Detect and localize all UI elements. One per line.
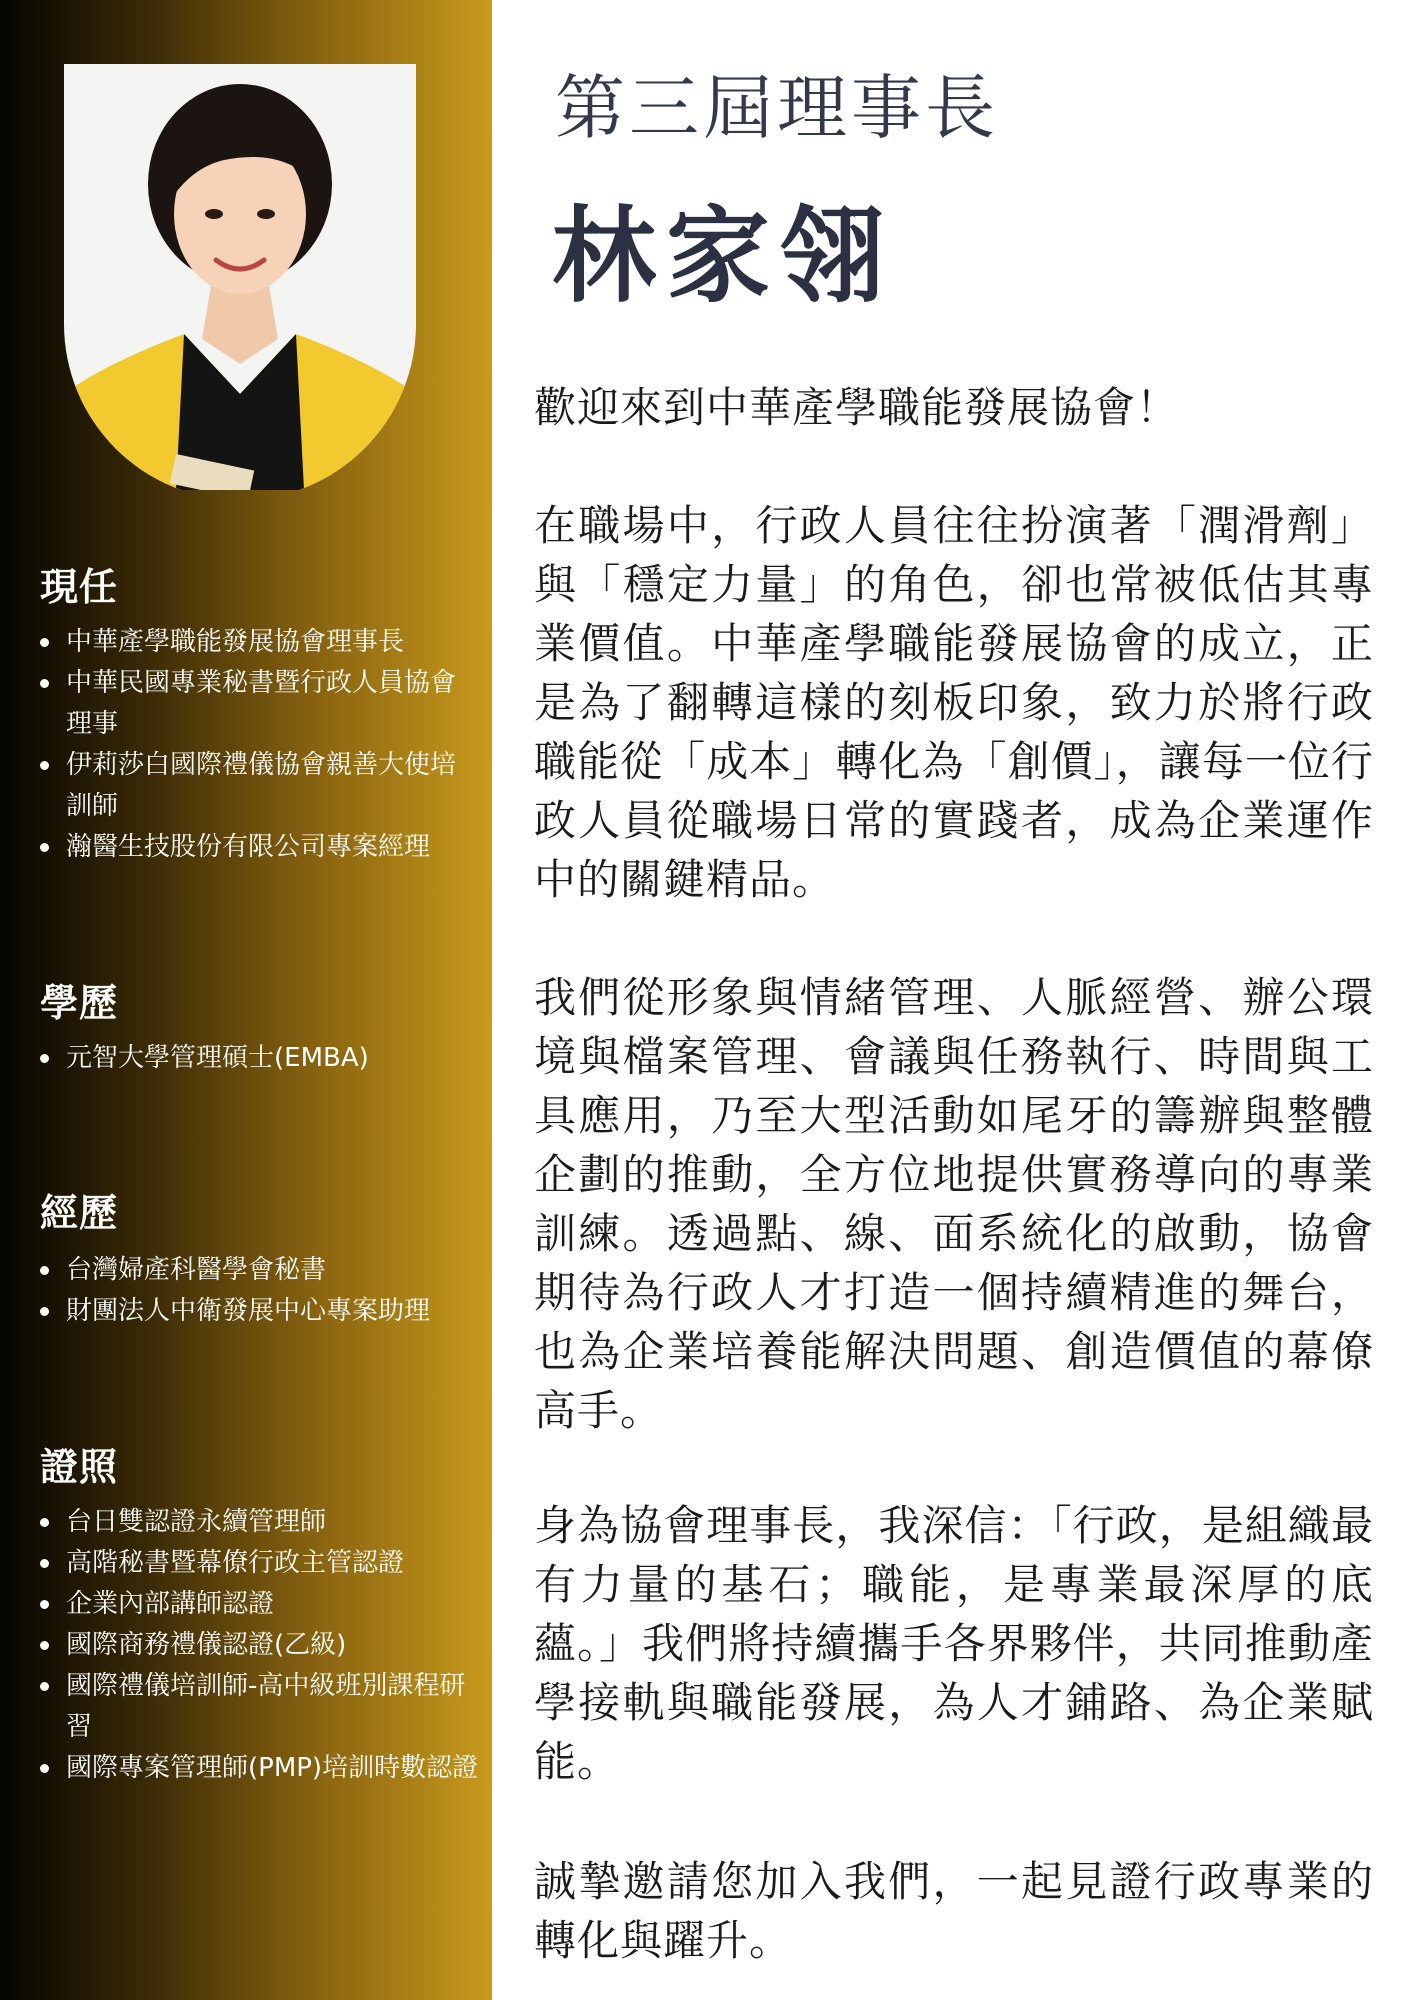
education-list: [40, 1038, 480, 1079]
invitation-paragraph: 誠摯邀請您加入我們，一起見證行政專業的轉化與躍升。: [534, 1857, 1374, 1965]
list-item: 瀚醫生技股份有限公司專案經理: [40, 827, 480, 868]
list-item: 企業內部講師認證: [40, 1584, 480, 1625]
body-paragraph: 我們從形象與情緒管理、人脈經營、辦公環境與檔案管理、會議與任務執行、時間與工具應用，乃至大型活動如尾牙的籌辦與整體企劃的推動，全方位地提供實務導向的專業訓練。透過點、線、面系統化的啟動，協會期待為行政人才打造一個持續精進的舞台，也為企業培養能解決問題、創造價值的幕僚高手。: [534, 973, 1374, 1435]
section-title-experience: 經歷: [40, 1191, 119, 1235]
person-name: 林家翎: [552, 195, 895, 317]
list-item: 台灣婦產科醫學會秘書: [40, 1250, 480, 1291]
list-item: 中華產學職能發展協會理事長: [40, 622, 480, 663]
section-title-education: 學歷: [40, 981, 119, 1025]
list-item: 元智大學管理碩士(EMBA): [40, 1038, 480, 1079]
sidebar: [0, 0, 492, 2000]
list-item: 台日雙認證永續管理師: [40, 1502, 480, 1543]
profile-photo: [64, 64, 416, 490]
list-item: 高階秘書暨幕僚行政主管認證: [40, 1543, 480, 1584]
body-paragraph: 身為協會理事長，我深信：「行政，是組織最有力量的基石；職能，是專業最深厚的底蘊。」我們將持續攜手各界夥伴，共同推動產學接軌與職能發展，為人才鋪路、為企業賦能。: [534, 1501, 1374, 1786]
certifications-list: [40, 1502, 480, 1789]
list-item: 中華民國專業秘書暨行政人員協會理事: [40, 663, 480, 745]
section-title-current: 現任: [40, 565, 119, 609]
list-item: 財團法人中衛發展中心專案助理: [40, 1291, 480, 1332]
role-title: 第三屆理事長: [555, 67, 999, 149]
welcome-paragraph: 歡迎來到中華產學職能發展協會！: [534, 383, 1180, 432]
body-paragraph: 在職場中，行政人員往往扮演著「潤滑劑」與「穩定力量」的角色，卻也常被低估其專業價值。中華產學職能發展協會的成立，正是為了翻轉這樣的刻板印象，致力於將行政職能從「成本」轉化為「創價」，讓每一位行政人員從職場日常的實踐者，成為企業運作中的關鍵精品。: [534, 501, 1374, 904]
list-item: 國際禮儀培訓師-高中級班別課程研習: [40, 1666, 480, 1748]
list-item: 國際專案管理師(PMP)培訓時數認證: [40, 1748, 480, 1789]
experience-list: [40, 1250, 480, 1332]
list-item: 國際商務禮儀認證(乙級): [40, 1625, 480, 1666]
section-title-certifications: 證照: [40, 1445, 119, 1489]
list-item: 伊莉莎白國際禮儀協會親善大使培訓師: [40, 745, 480, 827]
current-positions-list: [40, 622, 480, 868]
main-content: [492, 0, 1414, 2000]
